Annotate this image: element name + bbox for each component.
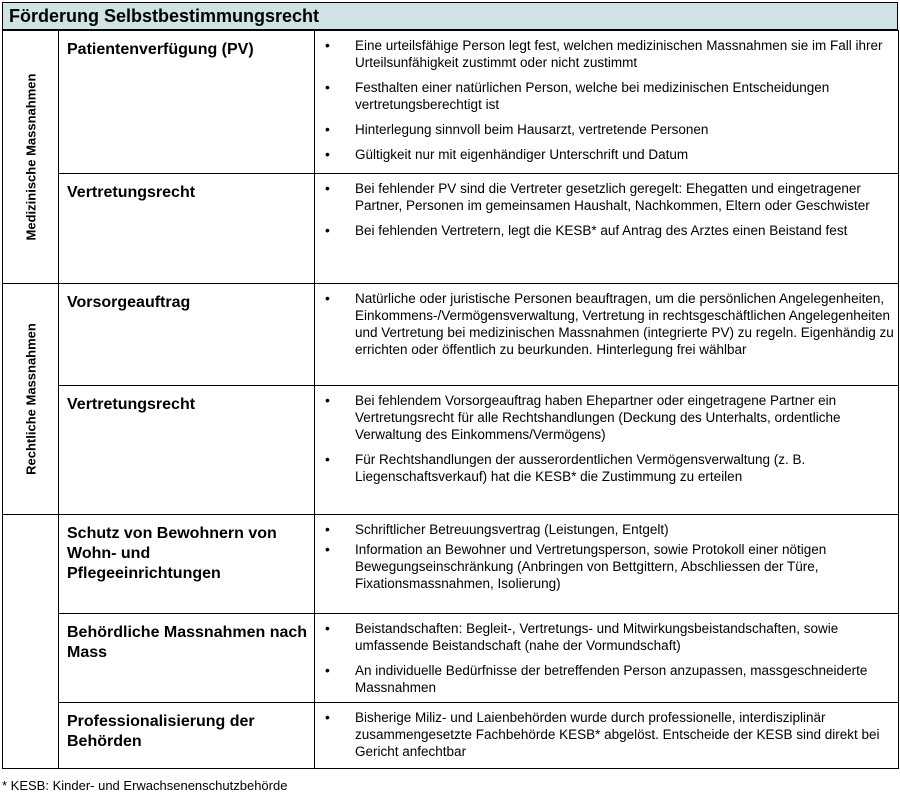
list-item: • Natürliche oder juristische Personen beauftragen, um die persönlichen Angelegenheiten, Einkommens-/Vermögensverwaltung, Vertretung in rechtsgeschäftlichen Angelegenheiten und Vertretung bei medizinischen Massnahmen (integrierte PV) zu regeln. Eigenhändig zu errichten oder öffentlich zu beurkunden. Hinterlegung frei wählbar	[315, 290, 894, 358]
bullets-cell	[315, 386, 899, 515]
footnote: * KESB: Kinder- und Erwachsenenschutzbehörde	[2, 778, 288, 793]
bullets-cell	[315, 703, 899, 769]
measures-table	[2, 30, 899, 769]
table-row	[3, 386, 899, 515]
group-cell-medical	[3, 31, 59, 284]
bullets-cell	[315, 31, 899, 174]
table-title: Förderung Selbstbestimmungsrecht	[2, 2, 898, 30]
table-row	[3, 614, 899, 703]
list-item: • Eine urteilsfähige Person legt fest, welchen medizinischen Massnahmen sie im Fall ihrer Urteilsunfähigkeit zustimmt oder nicht zustimmt	[315, 37, 894, 71]
table-row	[3, 174, 899, 284]
list-item: • Bisherige Miliz- und Laienbehörden wurde durch professionelle, interdisziplinär zusammengesetzte Fachbehörde KESB* abgelöst. Entscheide der KESB sind direkt bei Gericht anfechtbar	[315, 709, 894, 760]
topic-cell: Schutz von Bewohnern von Wohn- und Pflegeeinrichtungen	[59, 515, 315, 614]
group-cell-unlabeled	[3, 515, 59, 769]
list-item: • Bei fehlender PV sind die Vertreter gesetzlich geregelt: Ehegatten und eingetragener Partner, Personen im gemeinsamen Haushalt, Nachkommen, Eltern oder Geschwister	[315, 180, 894, 214]
list-item: • Festhalten einer natürlichen Person, welche bei medizinischen Entscheidungen vertretungsberechtigt ist	[315, 79, 894, 113]
bullets-cell	[315, 515, 899, 614]
table-row	[3, 284, 899, 386]
group-label-legal: Rechtliche Massnahmen	[23, 323, 38, 475]
topic-cell: Vorsorgeauftrag	[59, 284, 315, 386]
list-item: • Gültigkeit nur mit eigenhändiger Unterschrift und Datum	[315, 146, 894, 163]
table-row	[3, 31, 899, 174]
group-cell-legal	[3, 284, 59, 515]
topic-cell: Professionalisierung der Behörden	[59, 703, 315, 769]
topic-cell: Behördliche Massnahmen nach Mass	[59, 614, 315, 703]
list-item: • Für Rechtshandlungen der ausserordentlichen Vermögensverwaltung (z. B. Liegenschaftsverkauf) hat die KESB* die Zustimmung zu erteilen	[315, 451, 894, 485]
topic-cell: Vertretungsrecht	[59, 386, 315, 515]
bullets-cell	[315, 614, 899, 703]
list-item: • Beistandschaften: Begleit-, Vertretungs- und Mitwirkungsbeistandschaften, sowie umfassende Beistandschaft (nahe der Vormundschaft)	[315, 620, 894, 654]
list-item: • Bei fehlendem Vorsorgeauftrag haben Ehepartner oder eingetragene Partner ein Vertretungsrecht für alle Rechtshandlungen (Deckung des Unterhalts, ordentliche Verwaltung des Einkommens/Vermögens)	[315, 392, 894, 443]
list-item: • An individuelle Bedürfnisse der betreffenden Person anzupassen, massgeschneiderte Massnahmen	[315, 662, 894, 696]
table-row	[3, 703, 899, 769]
bullets-cell	[315, 174, 899, 284]
bullets-cell	[315, 284, 899, 386]
list-item: • Information an Bewohner und Vertretungsperson, sowie Protokoll einer nötigen Bewegungseinschränkung (Anbringen von Bettgittern, Abschliessen der Türe, Fixationsmassnahmen, Isolierung)	[315, 541, 894, 592]
topic-cell: Vertretungsrecht	[59, 174, 315, 284]
list-item: • Bei fehlenden Vertretern, legt die KESB* auf Antrag des Arztes einen Beistand fest	[315, 222, 894, 239]
list-item: • Hinterlegung sinnvoll beim Hausarzt, vertretende Personen	[315, 121, 894, 138]
group-label-medical: Medizinische Massnahmen	[23, 73, 38, 241]
table-row	[3, 515, 899, 614]
topic-cell: Patientenverfügung (PV)	[59, 31, 315, 174]
list-item: • Schriftlicher Betreuungsvertrag (Leistungen, Entgelt)	[315, 521, 894, 538]
